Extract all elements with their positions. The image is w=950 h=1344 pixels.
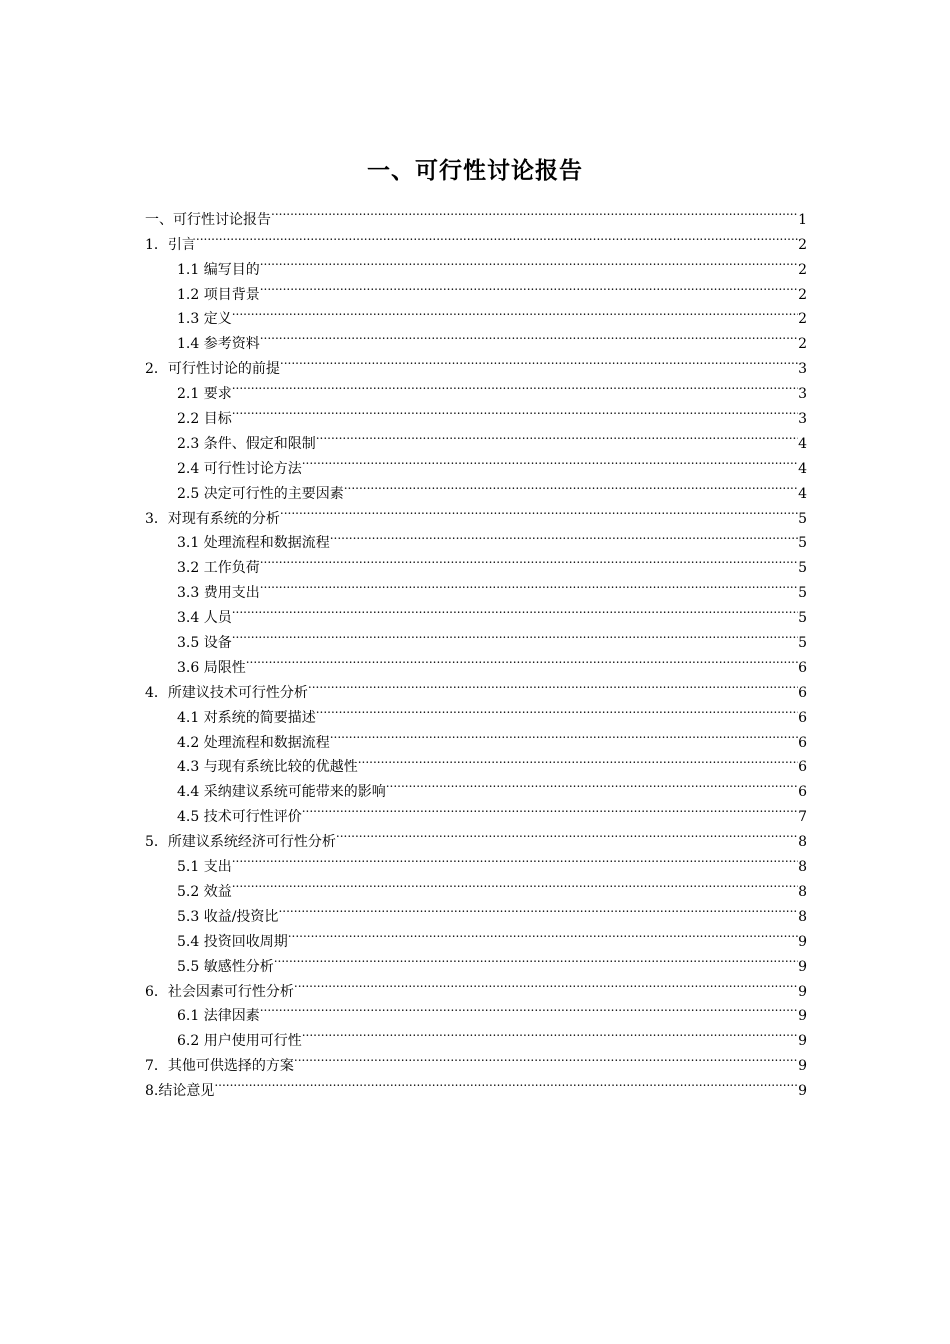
toc-dot-leader [336, 821, 798, 846]
toc-entry[interactable] [145, 896, 807, 925]
toc-entry-page: 9 [798, 1008, 807, 1025]
toc-entry-page: 4 [798, 435, 807, 452]
toc-entry-label: 5.1 支出 [177, 859, 232, 876]
toc-dot-leader [302, 1020, 798, 1045]
toc-entry-page: 5 [798, 510, 807, 527]
toc-dot-leader [308, 672, 798, 697]
toc-entry-page: 3 [798, 411, 807, 428]
toc-dot-leader [280, 348, 798, 373]
toc-entry-label: 3.2 工作负荷 [177, 560, 260, 577]
toc-entry-label: 2.1 要求 [177, 386, 232, 403]
toc-entry-label: 8.结论意见 [145, 1083, 215, 1100]
toc-entry-label: 1.4 参考资料 [177, 336, 260, 353]
toc-entry-page: 3 [798, 386, 807, 403]
toc-dot-leader [271, 199, 798, 224]
toc-entry-label: 3.1 处理流程和数据流程 [177, 535, 330, 552]
toc-entry-label: 2．可行性讨论的前提 [145, 361, 280, 378]
toc-entry-page: 6 [798, 684, 807, 701]
toc-dot-leader [196, 224, 798, 249]
document-title: 一、可行性讨论报告 [367, 158, 583, 184]
toc-entry-label: 6.2 用户使用可行性 [177, 1033, 302, 1050]
toc-dot-leader [294, 971, 798, 996]
toc-dot-leader [232, 597, 798, 622]
toc-entry[interactable] [145, 647, 807, 676]
toc-entry-label: 5.4 投资回收周期 [177, 933, 288, 950]
toc-entry-label: 4．所建议技术可行性分析 [145, 684, 308, 701]
toc-entry-label: 6．社会因素可行性分析 [145, 983, 294, 1000]
toc-dot-leader [294, 1045, 798, 1070]
toc-entry-page: 8 [798, 908, 807, 925]
toc-entry[interactable] [145, 846, 807, 876]
toc-dot-leader [316, 423, 798, 448]
toc-entry-page: 4 [798, 460, 807, 477]
toc-entry[interactable] [145, 224, 807, 253]
toc-entry-label: 5.3 收益/投资比 [177, 908, 279, 925]
toc-entry[interactable] [145, 871, 807, 900]
toc-entry-page: 2 [798, 336, 807, 353]
toc-entry-page: 2 [798, 311, 807, 328]
toc-entry-page: 6 [798, 759, 807, 776]
toc-entry-label: 6.1 法律因素 [177, 1008, 260, 1025]
toc-entry-label: 4.1 对系统的简要描述 [177, 709, 316, 726]
toc-entry-page: 2 [798, 236, 807, 253]
toc-entry-label: 5．所建议系统经济可行性分析 [145, 834, 336, 851]
toc-entry-label: 5.5 敏感性分析 [177, 958, 274, 975]
toc-dot-leader [274, 946, 798, 971]
toc-entry[interactable] [145, 398, 807, 428]
toc-dot-leader [344, 473, 798, 498]
toc-dot-leader [232, 622, 798, 647]
toc-entry-label: 2.3 条件、假定和限制 [177, 435, 316, 452]
toc-entry[interactable] [145, 373, 807, 403]
toc-dot-leader [330, 523, 798, 548]
toc-dot-leader [260, 274, 798, 299]
toc-dot-leader [232, 846, 798, 871]
table-of-contents [145, 199, 807, 1100]
toc-dot-leader [260, 249, 798, 274]
toc-entry[interactable] [145, 423, 807, 452]
toc-entry-page: 9 [798, 933, 807, 950]
toc-dot-leader [280, 498, 798, 523]
toc-dot-leader [260, 572, 798, 597]
toc-entry-page: 9 [798, 1058, 807, 1075]
toc-entry-page: 5 [798, 560, 807, 577]
toc-entry-label: 4.5 技术可行性评价 [177, 809, 302, 826]
toc-entry-page: 8 [798, 859, 807, 876]
toc-entry-label: 3．对现有系统的分析 [145, 510, 280, 527]
toc-entry-page: 6 [798, 709, 807, 726]
toc-entry-page: 5 [798, 535, 807, 552]
toc-dot-leader [302, 448, 798, 473]
toc-entry[interactable] [145, 323, 807, 353]
toc-dot-leader [358, 747, 798, 772]
toc-entry-page: 5 [798, 585, 807, 602]
toc-entry-label: 1.1 编写目的 [177, 261, 260, 278]
toc-entry-label: 2.5 决定可行性的主要因素 [177, 485, 344, 502]
toc-dot-leader [302, 796, 798, 821]
toc-entry-page: 8 [798, 883, 807, 900]
toc-entry-page: 9 [798, 958, 807, 975]
toc-entry-page: 4 [798, 485, 807, 502]
toc-dot-leader [260, 996, 798, 1021]
toc-dot-leader [232, 398, 798, 423]
toc-entry-label: 3.5 设备 [177, 635, 232, 652]
toc-dot-leader [214, 1070, 798, 1095]
toc-entry-page: 1 [798, 211, 807, 228]
toc-dot-leader [330, 722, 798, 747]
toc-entry[interactable] [145, 597, 807, 627]
toc-entry-page: 2 [798, 286, 807, 303]
toc-entry-label: 4.4 采纳建议系统可能带来的影响 [177, 784, 386, 801]
toc-dot-leader [246, 647, 798, 672]
toc-dot-leader [232, 373, 798, 398]
toc-entry-page: 6 [798, 734, 807, 751]
toc-entry-page: 9 [798, 1083, 807, 1100]
toc-entry-label: 3.6 局限性 [177, 659, 246, 676]
toc-dot-leader [260, 323, 798, 348]
toc-entry-page: 5 [798, 635, 807, 652]
toc-entry[interactable] [145, 199, 807, 228]
toc-entry-page: 3 [798, 361, 807, 378]
toc-entry-label: 2.2 目标 [177, 411, 232, 428]
toc-dot-leader [278, 896, 798, 921]
toc-entry-label: 1.3 定义 [177, 311, 232, 328]
toc-dot-leader [232, 299, 798, 324]
toc-entry-label: 3.3 费用支出 [177, 585, 260, 602]
toc-dot-leader [232, 871, 798, 896]
toc-entry-label: 5.2 效益 [177, 883, 232, 900]
toc-entry-label: 1.2 项目背景 [177, 286, 260, 303]
toc-entry-label: 7．其他可供选择的方案 [145, 1058, 294, 1075]
toc-dot-leader [386, 771, 798, 796]
toc-entry-page: 6 [798, 659, 807, 676]
toc-entry-page: 6 [798, 784, 807, 801]
toc-entry-page: 7 [798, 809, 807, 826]
toc-entry-page: 8 [798, 834, 807, 851]
toc-entry-label: 一、可行性讨论报告 [145, 211, 271, 228]
toc-dot-leader [316, 697, 798, 722]
toc-entry-page: 9 [798, 983, 807, 1000]
toc-dot-leader [288, 921, 798, 946]
toc-entry[interactable] [145, 299, 807, 328]
toc-entry-page: 9 [798, 1033, 807, 1050]
toc-entry[interactable] [145, 1070, 807, 1100]
toc-dot-leader [260, 547, 798, 572]
toc-entry-page: 5 [798, 610, 807, 627]
toc-entry-page: 2 [798, 261, 807, 278]
toc-entry[interactable] [145, 622, 807, 652]
toc-entry-label: 4.3 与现有系统比较的优越性 [177, 759, 358, 776]
toc-entry-label: 1．引言 [145, 236, 196, 253]
toc-entry-label: 2.4 可行性讨论方法 [177, 460, 302, 477]
toc-entry-label: 4.2 处理流程和数据流程 [177, 734, 330, 751]
toc-entry[interactable] [145, 249, 807, 278]
toc-entry-label: 3.4 人员 [177, 610, 232, 627]
